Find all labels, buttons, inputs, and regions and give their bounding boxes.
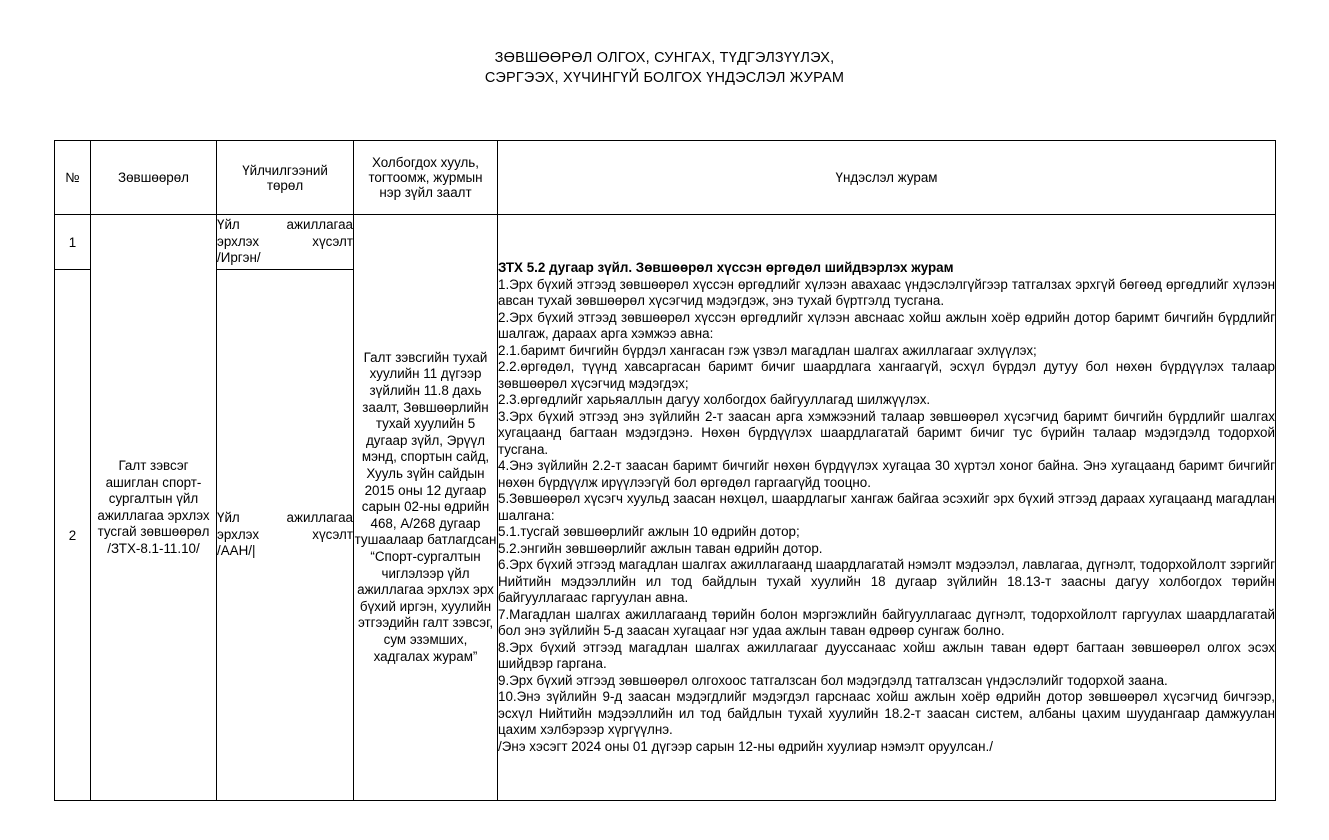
table-header-row [55,141,1276,215]
service-type-entity [217,270,354,801]
service-line-3: /Иргэн/ [217,250,261,266]
procedure-paragraph: 1.Эрх бүхий этгээд зөвшөөрөл хүссэн өргөдлийг хүлээн авахаас үндэслэлгүйгээр татгалзах эрхгүй бөгөөд өргөдлийг хүлээн авсан тухай зөвшөөрөл хүсэгчид мэдэгдэж, энэ тухай бүртгэлд тусгана. [498,276,1275,308]
header-law: Холбогдох хууль, тогтоомж, журмын нэр зүйл заалт [354,141,498,215]
procedure-paragraph: 3.Эрх бүхий этгээд энэ зүйлийн 2-т заасан арга хэмжээний талаар зөвшөөрөл хүсэгчид баримт бичгийн бүрдлийг шалгах хугацаанд багтаан мэдэгдэнэ. Нөхөн бүрдүүлэх шаардлагатай баримт бичиг тус бүрийн талаар мэдэгдэлд тодорхой тусгана. [498,408,1275,457]
header-service-type: Үйлчилгээний төрөл [217,141,354,215]
service-line-1: Үйл ажиллагаа [217,217,353,233]
procedure-paragraph: 2.Эрх бүхий этгээд зөвшөөрөл хүссэн өргөдлийг хүлээн авснаас хойш ажлын хоёр өдрийн дотор баримт бичгийн бүрдлийг шалгаж, дараах арга хэмжээ авна: [498,309,1275,341]
permit-table [54,140,1276,801]
law-reference: Галт зэвсгийн тухай хуулийн 11 дүгээр зүйлийн 11.8 дахь заалт, Зөвшөөрлийн тухай хуулийн 5 дугаар зүйл, Эрүүл мэнд, спортын сайд, Хууль зүйн сайдын 2015 оны 12 дугаар сарын 02-ны өдрийн 468, А/268 дугаар тушаалаар батлагдсан “Спорт-сургалтын чиглэлээр үйл ажиллагаа эрхлэх эрх бүхий иргэн, хуулийн этгээдийн галт зэвсэг, сум эзэмших, хадгалах журам” [354,215,498,801]
procedure-paragraph: 5.Зөвшөөрөл хүсэгч хуульд заасан нөхцөл, шаардлагыг хангаж байгаа эсэхийг эрх бүхий этгээд дараах хугацаанд магадлан шалгана: [498,491,1275,523]
header-procedure: Үндэслэл журам [498,141,1276,215]
title-line-1: ЗӨВШӨӨРӨЛ ОЛГОХ, СУНГАХ, ТҮДГЭЛЗҮҮЛЭХ, [494,50,835,66]
procedure-amendment-note: /Энэ хэсэгт 2024 оны 01 дүгээр сарын 12-ны өдрийн хуулиар нэмэлт оруулсан./ [498,738,993,754]
permit-name: Галт зэвсэг ашиглан спорт-сургалтын үйл ажиллагаа эрхлэх тусгай зөвшөөрөл /ЗТХ-8.1-11.10/ [91,215,217,801]
header-no: № [55,141,91,215]
procedure-content [498,215,1276,801]
service-line-1: Үйл ажиллагаа [217,510,353,526]
procedure-paragraph: 8.Эрх бүхий этгээд магадлан шалгах ажиллагааг дууссанаас хойш ажлын таван өдөрт багтаан зөвшөөрөл олгох эсэх шийдвэр гаргана. [498,639,1275,671]
document-title [0,48,1329,88]
procedure-paragraph: 10.Энэ зүйлийн 9-д заасан мэдэгдлийг мэдэгдэл гарснаас хойш ажлын хоёр өдрийн дотор зөвшөөрөл хүсэгчид бичгээр, эсхүл Нийтийн мэдээллийн ил тод байдлын тухай хуулийн 18.2-т заасан систем, албаны цахим шуудангаар дамжуулан цахим хэлбэрээр хүргүүлнэ. [498,689,1275,737]
title-line-2: СЭРГЭЭХ, ХҮЧИНГҮЙ БОЛГОХ ҮНДЭСЛЭЛ ЖУРАМ [484,70,845,86]
procedure-paragraph: 2.2.өргөдөл, түүнд хавсаргасан баримт бичиг шаардлага хангаагүй, эсхүл бүрдэл дутуу бол нөхөн бүрдүүлэх талаар зөвшөөрөл хүсэгчид мэдэгдэх; [498,359,1275,391]
procedure-paragraph: 9.Эрх бүхий этгээд зөвшөөрөл олгохоос татгалзсан бол мэдэгдэлд татгалзсан үндэслэлийг тодорхой заана. [498,672,1168,688]
row-number-2: 2 [55,270,91,801]
procedure-paragraph: 4.Энэ зүйлийн 2.2-т заасан баримт бичгийг нөхөн бүрдүүлэх хугацаа 30 хүртэл хоног байна. Энэ хугацаанд баримт бичгийг нөхөн бүрдүүлж ирүүлээгүй бол өргөдөл гаргаагүйд тооцно. [498,458,1275,490]
procedure-paragraph: 2.3.өргөдлийг харьяаллын дагуу холбогдох байгууллагад шилжүүлэх. [498,392,931,407]
table-row [55,215,1276,270]
row-number-1: 1 [55,215,91,270]
procedure-paragraph: 7.Магадлан шалгах ажиллагаанд төрийн болон мэргэжлийн байгууллагаас дүгнэлт, тодорхойлолт гаргуулах шаардлагатай бол энэ зүйлийн 5-д заасан хугацааг нэг удаа ажлын таван өдрөөр сунгаж болно. [498,606,1275,638]
service-line-2: эрхлэх хүсэлт [217,233,353,249]
header-permit: Зөвшөөрөл [91,141,217,215]
procedure-paragraph: 5.1.тусгай зөвшөөрлийг ажлын 10 өдрийн дотор; [498,524,800,539]
procedure-paragraph: 5.2.энгийн зөвшөөрлийг ажлын таван өдрийн дотор. [498,540,823,556]
procedure-paragraph: 2.1.баримт бичгийн бүрдэл хангасан гэж үзвэл магадлан шалгах ажиллагааг эхлүүлэх; [498,342,1037,358]
service-type-citizen [217,215,354,270]
procedure-paragraph: 6.Эрх бүхий этгээд магадлан шалгах ажиллагаанд шаардлагатай нэмэлт мэдээлэл, лавлагаа, дүгнэлт, тодорхойлолт зэргийг Нийтийн мэдээллийн ил тод байдлын тухай хуулийн 18 дугаар зүйлийн 18.13-т заасны дагуу холбогдох төрийн байгууллагаас гаргуулан авна. [498,557,1275,605]
service-line-3: /ААН/| [217,543,256,559]
procedure-title: ЗТХ 5.2 дугаар зүйл. Зөвшөөрөл хүссэн өргөдөл шийдвэрлэх журам [498,260,954,275]
service-line-2: эрхлэх хүсэлт [217,526,353,542]
